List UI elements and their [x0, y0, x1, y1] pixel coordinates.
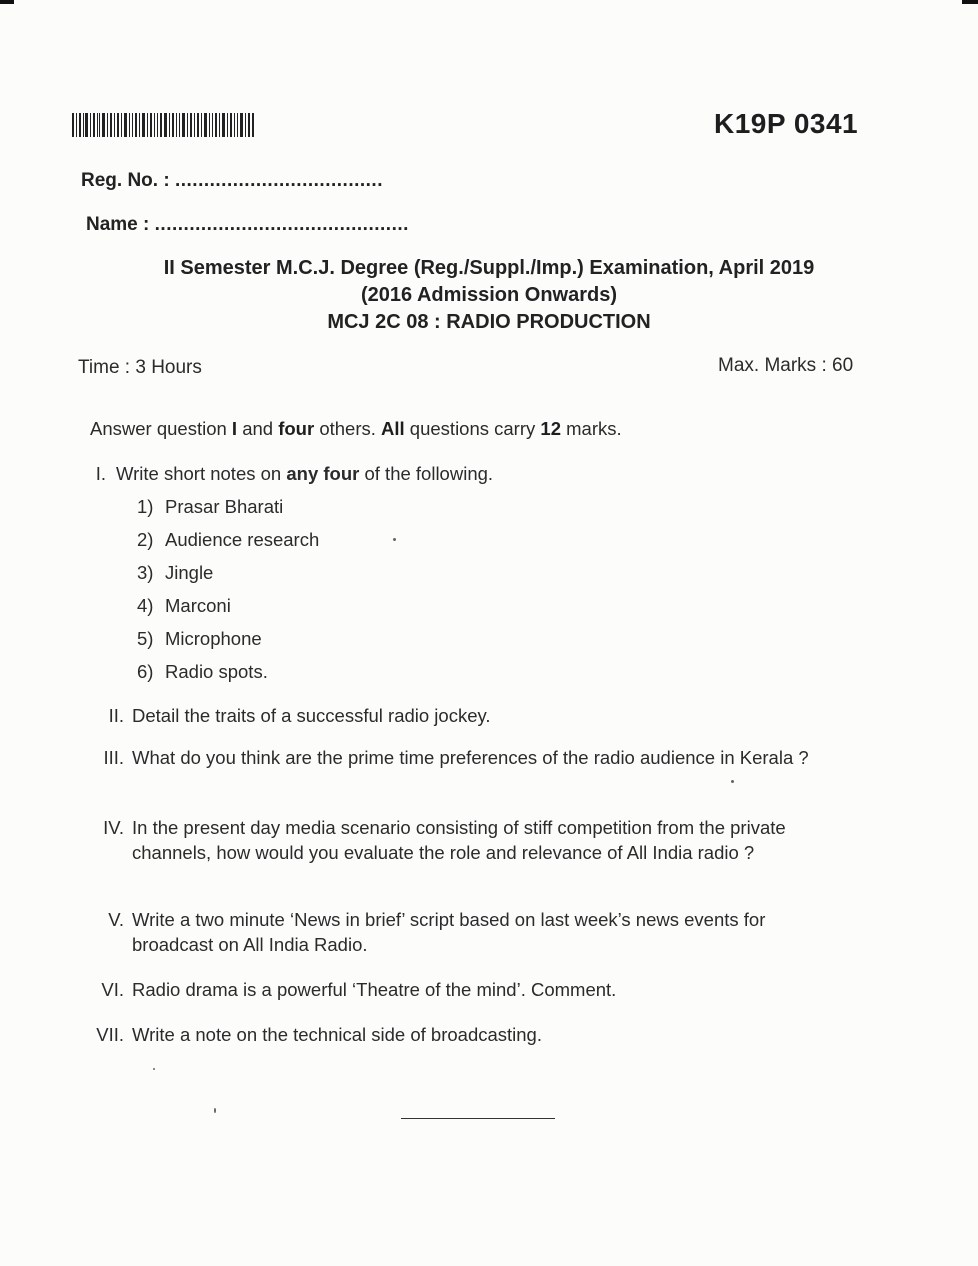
- scan-corner-mark-right: [962, 0, 978, 4]
- name-blank: ............................................: [154, 214, 409, 235]
- question-text-part: Write short notes on: [116, 463, 287, 484]
- question-text-part: of the following.: [359, 463, 494, 484]
- instructions-text: and: [237, 418, 279, 439]
- sub-item-text: Audience research: [165, 529, 320, 550]
- question-4: [103, 815, 832, 865]
- scan-speck: [731, 780, 734, 783]
- instructions-bold: 12: [540, 418, 561, 439]
- time-allowed: Time : 3 Hours: [78, 357, 202, 378]
- instructions-bold: All: [381, 418, 405, 439]
- question-number: VII.: [96, 1024, 124, 1045]
- question-text: Write a two minute ‘News in brief’ script based on last week’s news events for broadcast on All India Radio.: [132, 909, 766, 955]
- sub-item-number: 2): [137, 529, 154, 550]
- question-2: [108, 703, 832, 728]
- scan-speck: [393, 538, 396, 541]
- question-7: [96, 1022, 832, 1047]
- sub-item-text: Microphone: [165, 628, 262, 649]
- instructions: [90, 418, 622, 440]
- sub-item: [137, 562, 213, 584]
- scan-speck: [214, 1108, 216, 1113]
- reg-no-field: [81, 170, 383, 192]
- instructions-text: Answer question: [90, 418, 232, 439]
- question-text: Radio drama is a powerful ‘Theatre of the mind’. Comment.: [132, 979, 617, 1000]
- sub-item-number: 3): [137, 562, 154, 583]
- sub-item: [137, 496, 283, 518]
- name-field: [86, 214, 409, 236]
- barcode: [72, 113, 254, 137]
- sub-item-text: Prasar Bharati: [165, 496, 284, 517]
- question-text: What do you think are the prime time preferences of the radio audience in Kerala ?: [132, 747, 809, 768]
- sub-item: [137, 628, 262, 650]
- sub-item-text: Marconi: [165, 595, 231, 616]
- sub-item-number: 1): [137, 496, 154, 517]
- question-text-bold: any four: [286, 463, 360, 484]
- course-title: MCJ 2C 08 : RADIO PRODUCTION: [327, 311, 651, 333]
- reg-no-label: Reg. No. :: [81, 170, 170, 191]
- scan-speck: [153, 1068, 155, 1070]
- sub-item: [137, 595, 231, 617]
- sub-item-text: Radio spots.: [165, 661, 268, 682]
- end-rule: [401, 1118, 555, 1119]
- paper-code: K19P 0341: [714, 108, 859, 139]
- instructions-bold: four: [278, 418, 315, 439]
- question-number: I.: [95, 463, 106, 484]
- sub-item-text: Jingle: [165, 562, 214, 583]
- question-number: VI.: [101, 979, 124, 1000]
- sub-item-number: 4): [137, 595, 154, 616]
- question-5: [108, 907, 832, 957]
- name-label: Name :: [86, 214, 150, 235]
- instructions-text: marks.: [560, 418, 622, 439]
- question-number: V.: [108, 909, 124, 930]
- instructions-text: others.: [314, 418, 382, 439]
- question-text: Write a note on the technical side of broadcasting.: [132, 1024, 542, 1045]
- question-1: [95, 461, 836, 486]
- question-number: II.: [108, 705, 124, 726]
- exam-title: II Semester M.C.J. Degree (Reg./Suppl./Imp.) Examination, April 2019: [163, 257, 815, 279]
- max-marks: Max. Marks : 60: [718, 355, 854, 376]
- question-text: [116, 461, 836, 486]
- question-3: [103, 745, 832, 770]
- question-number: IV.: [103, 817, 124, 838]
- sub-item: [137, 529, 319, 551]
- question-6: [101, 977, 832, 1002]
- sub-item: [137, 661, 268, 683]
- sub-item-number: 6): [137, 661, 154, 682]
- admission-line: (2016 Admission Onwards): [361, 284, 617, 306]
- reg-no-blank: ....................................: [174, 170, 383, 191]
- sub-item-number: 5): [137, 628, 154, 649]
- question-number: III.: [103, 747, 124, 768]
- instructions-bold: I: [231, 418, 238, 439]
- question-text: In the present day media scenario consisting of stiff competition from the private channels, how would you evaluate the role and relevance of All India radio ?: [132, 817, 786, 863]
- scan-corner-mark-left: [0, 0, 14, 4]
- question-text: Detail the traits of a successful radio jockey.: [132, 705, 491, 726]
- instructions-text: questions carry: [404, 418, 541, 439]
